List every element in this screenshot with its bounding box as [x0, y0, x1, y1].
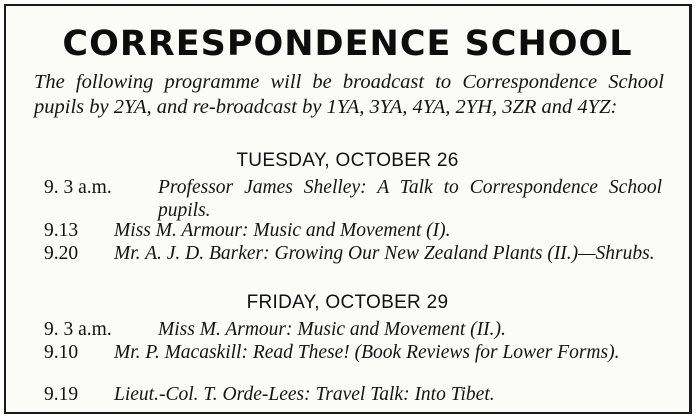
entry-time: 9.19: [44, 384, 79, 405]
entry-time: 9.20: [44, 243, 79, 264]
entry-description: Mr. P. Macaskill: Read These! (Book Reviews for Lower Forms).: [114, 342, 620, 363]
entry-description: Mr. A. J. D. Barker: Growing Our New Zealand Plants (II.)—Shrubs.: [114, 243, 655, 264]
entry-description: Professor James Shelley: A Talk to Correspondence School pupils.: [158, 177, 662, 221]
entry-description: Miss M. Armour: Music and Movement (II.).: [158, 319, 506, 340]
entry-time: 9. 3 a.m.: [44, 319, 112, 340]
intro-paragraph: The following programme will be broadcast to Correspondence School pupils by 2YA, and re-broadcast by 1YA, 3YA, 4YA, 2YH, 3ZR and 4YZ:: [34, 71, 664, 118]
entry-time: 9.10: [44, 342, 79, 363]
entry-description: Lieut.-Col. T. Orde-Lees: Travel Talk: Into Tibet.: [114, 384, 495, 405]
entry-time: 9. 3 a.m.: [44, 177, 112, 198]
newspaper-clipping: [4, 4, 692, 414]
day-heading-friday: FRIDAY, OCTOBER 29: [246, 292, 449, 313]
entry-description: Miss M. Armour: Music and Movement (I).: [114, 220, 451, 241]
page-title: CORRESPONDENCE SCHOOL: [62, 24, 633, 64]
day-heading-tuesday: TUESDAY, OCTOBER 26: [236, 150, 459, 171]
entry-time: 9.13: [44, 220, 79, 241]
